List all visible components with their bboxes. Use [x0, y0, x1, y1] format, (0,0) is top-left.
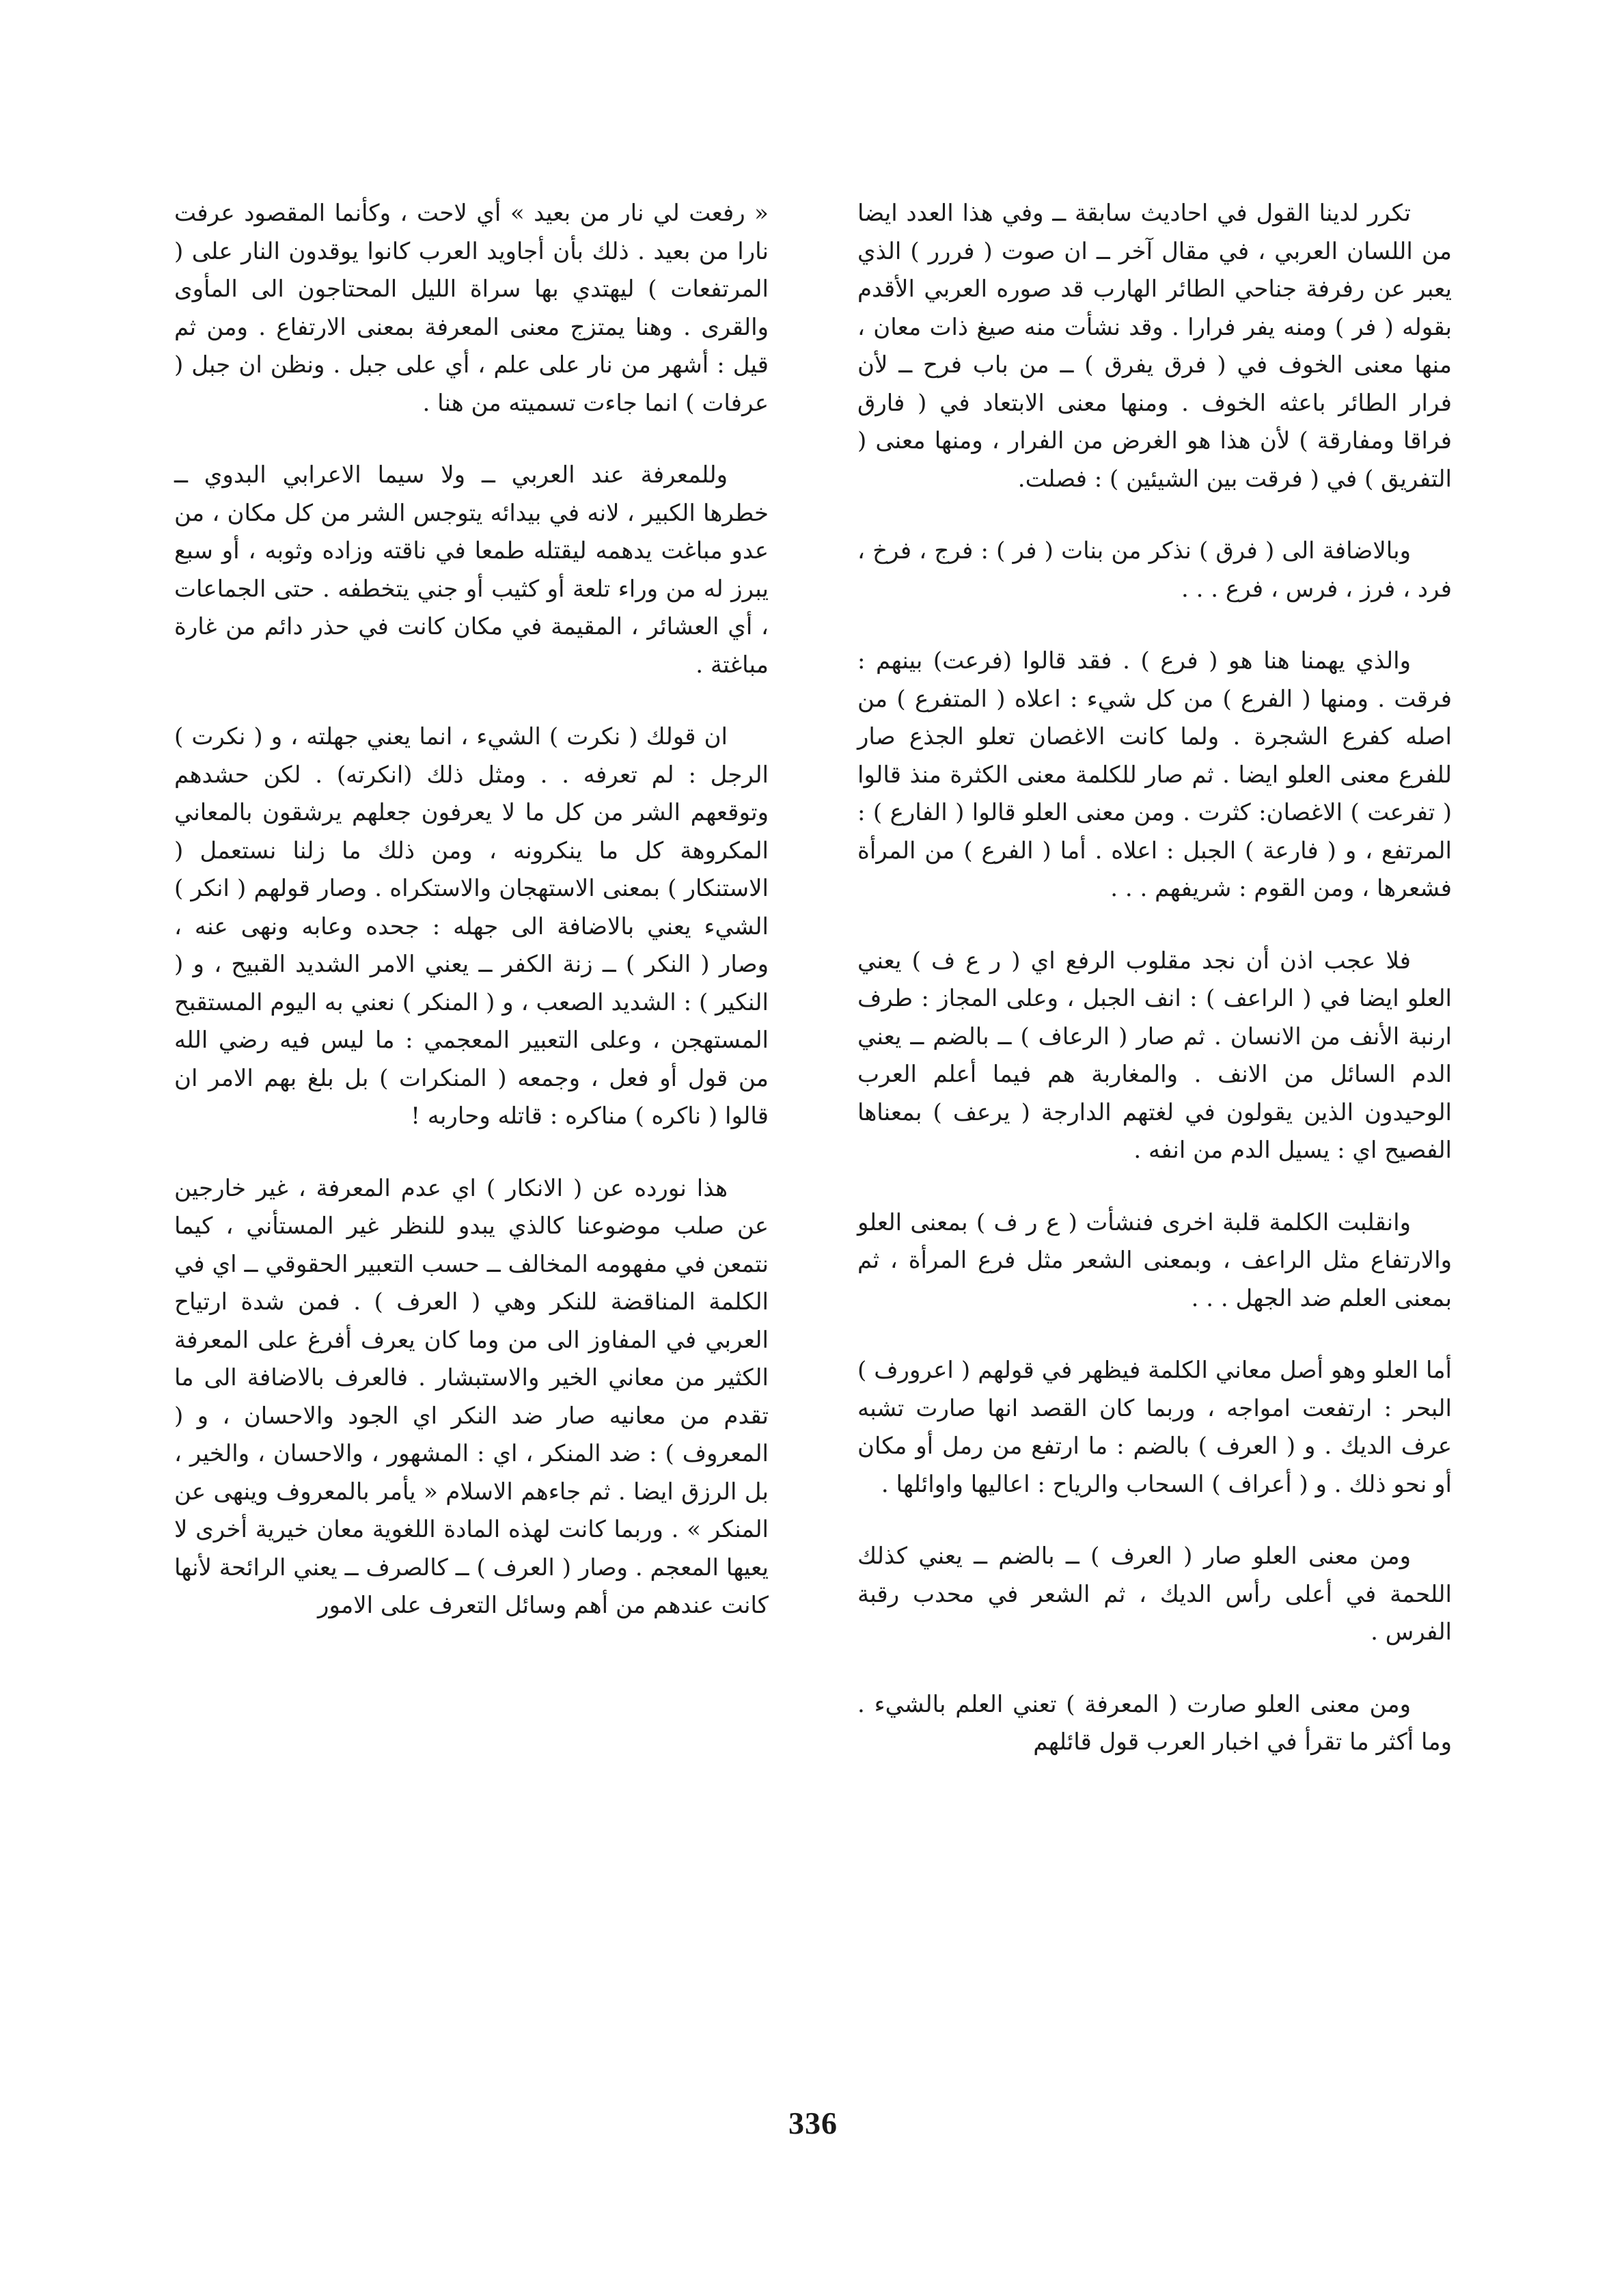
paragraph: وانقلبت الكلمة قلبة اخرى فنشأت ( ع ر ف ) بمعنى العلو والارتفاع مثل الراعف ، وبمعنى الشعر مثل فرع المرأة ، ثم بمعنى العلم ضد الجهل . . .	[857, 1208, 1452, 1312]
paragraph: أما العلو وهو أصل معاني الكلمة فيظهر في قولهم ( اعرورف ) البحر : ارتفعت امواجه ، وربما كان القصد انها صارت تشبه عرف الديك . و ( العرف ) بالضم : ما ارتفع من رمل أو مكان أو نحو ذلك . و ( أعراف ) السحاب والرياح : اعاليها واوائلها .	[857, 1357, 1452, 1498]
paragraph: ان قولك ( نكرت ) الشيء ، انما يعني جهلته ، و ( نكرت ) الرجل : لم تعرفه . . ومثل ذلك (انكرته) . لكن حشدهم وتوقعهم الشر من كل ما لا يعرفون جعلهم يرشقون بالمعاني المكروهة كل ما ينكرونه ، ومن ذلك ما زلنا نستعمل ( الاستنكار ) بمعنى الاستهجان والاستكراه . وصار قولهم ( انكر ) الشيء يعني بالاضافة الى جهله : جحده وعابه ونهى عنه ، وصار ( النكر ) ــ زنة الكفر ــ يعني الامر الشديد القبيح ، و ( النكير ) : الشديد الصعب ، و ( المنكر ) نعني به اليوم المستقبح المستهجن ، وعلى التعبير المعجمي : ما ليس فيه رضي الله من قول أو فعل ، وجمعه ( المنكرات ) بل بلغ بهم الامر ان قالوا ( ناكره ) مناكره : قاتله وحاربه !	[174, 723, 769, 1130]
paragraph: ومن معنى العلو صارت ( المعرفة ) تعني العلم بالشيء . وما أكثر ما تقرأ في اخبار العرب قول قائلهم	[857, 1690, 1452, 1756]
paragraph: والذي يهمنا هنا هو ( فرع ) . فقد قالوا (فرعت) بينهم : فرقت . ومنها ( الفرع ) من كل شيء : اعلاه ( المتفرع ) من اصله كفرع الشجرة . ولما كانت الاغصان تعلو الجذع صار للفرع معنى العلو ايضا . ثم صار للكلمة معنى الكثرة منذ قالوا ( تفرعت ) الاغصان: كثرت . ومن معنى العلو قالوا ( الفارع ) : المرتفع ، و ( فارعة ) الجبل : اعلاه . أما ( الفرع ) من المرأة فشعرها ، ومن القوم : شريفهم . . .	[857, 647, 1452, 902]
paragraph: « رفعت لي نار من بعيد » أي لاحت ، وكأنما المقصود عرفت نارا من بعيد . ذلك بأن أجاويد العرب كانوا يوقدون النار على ( المرتفعات ) ليهتدي بها سراة الليل المحتاجون الى المأوى والقرى . وهنا يمتزج معنى المعرفة بمعنى الارتفاع . ومن ثم قيل : أشهر من نار على علم ، أي على جبل . ونظن ان جبل ( عرفات ) انما جاءت تسميته من هنا .	[174, 200, 769, 417]
paragraph: وبالاضافة الى ( فرق ) نذكر من بنات ( فر ) : فرج ، فرخ ، فرد ، فرز ، فرس ، فرع . . .	[857, 537, 1452, 603]
left-column	[174, 195, 769, 1659]
page-number: 336	[788, 2106, 838, 2140]
paragraph: فلا عجب اذن أن نجد مقلوب الرفع اي ( ر ع ف ) يعني العلو ايضا في ( الراعف ) : انف الجبل ، وعلى المجاز : طرف ارنبة الأنف من الانسان . ثم صار ( الرعاف ) ــ بالضم ــ يعني الدم السائل من الانف . والمغاربة هم فيما أعلم العرب الوحيدون الذين يقولون في لغتهم الدارجة ( يرعف ) بمعناها الفصيح اي : يسيل الدم من انفه .	[857, 947, 1452, 1164]
paragraph: ومن معنى العلو صار ( العرف ) ــ بالضم ــ يعني كذلك اللحمة في أعلى رأس الديك ، ثم الشعر في محدب رقبة الفرس .	[857, 1542, 1452, 1646]
paragraph: تكرر لدينا القول في احاديث سابقة ــ وفي هذا العدد ايضا من اللسان العربي ، في مقال آخر ــ ان صوت ( فررر ) الذي يعبر عن رفرفة جناحي الطائر الهارب قد صوره العربي الأقدم بقوله ( فر ) ومنه يفر فرارا . وقد نشأت منه صيغ ذات معان ، منها معنى الخوف في ( فرق يفرق ) ــ من باب فرح ــ لأن فرار الطائر باعثه الخوف . ومنها معنى الابتعاد في ( فارق فراقا ومفارقة ) لأن هذا هو الغرض من الفرار ، ومنها معنى ( التفريق ) في ( فرقت بين الشيئين ) : فصلت.	[857, 200, 1452, 493]
paragraph: وللمعرفة عند العربي ــ ولا سيما الاعرابي البدوي ــ خطرها الكبير ، لانه في بيدائه يتوجس الشر من كل مكان ، من عدو مباغت يدهمه ليقتله طمعا في ناقته وزاده وثوبه ، أو سبع يبرز له من وراء تلعة أو كثيب أو جني يتخطفه . حتى الجماعات ، أي العشائر ، المقيمة في مكان كانت في حذر دائم من غارة مباغتة .	[174, 461, 769, 679]
paragraph: هذا نورده عن ( الانكار ) اي عدم المعرفة ، غير خارجين عن صلب موضوعنا كالذي يبدو للنظر غير المستأني ، كيما نتمعن في مفهومه المخالف ــ حسب التعبير الحقوقي ــ اي في الكلمة المناقضة للنكر وهي ( العرف ) . فمن شدة ارتياح العربي في المفاوز الى من وما كان يعرف أفرغ على المعرفة الكثير من معاني الخير والاستبشار . فالعرف بالاضافة الى ما تقدم من معانيه صار ضد النكر اي الجود والاحسان ، و ( المعروف ) : ضد المنكر ، اي : المشهور ، والاحسان ، والخير ، بل الرزق ايضا . ثم جاءهم الاسلام « يأمر بالمعروف وينهى عن المنكر » . وربما كانت لهذه المادة اللغوية معان خيرية أخرى لا يعيها المعجم . وصار ( العرف ) ــ كالصرف ــ يعني الرائحة لأنها كانت عندهم من أهم وسائل التعرف على الامور	[174, 1174, 769, 1619]
right-column	[857, 195, 1452, 1796]
